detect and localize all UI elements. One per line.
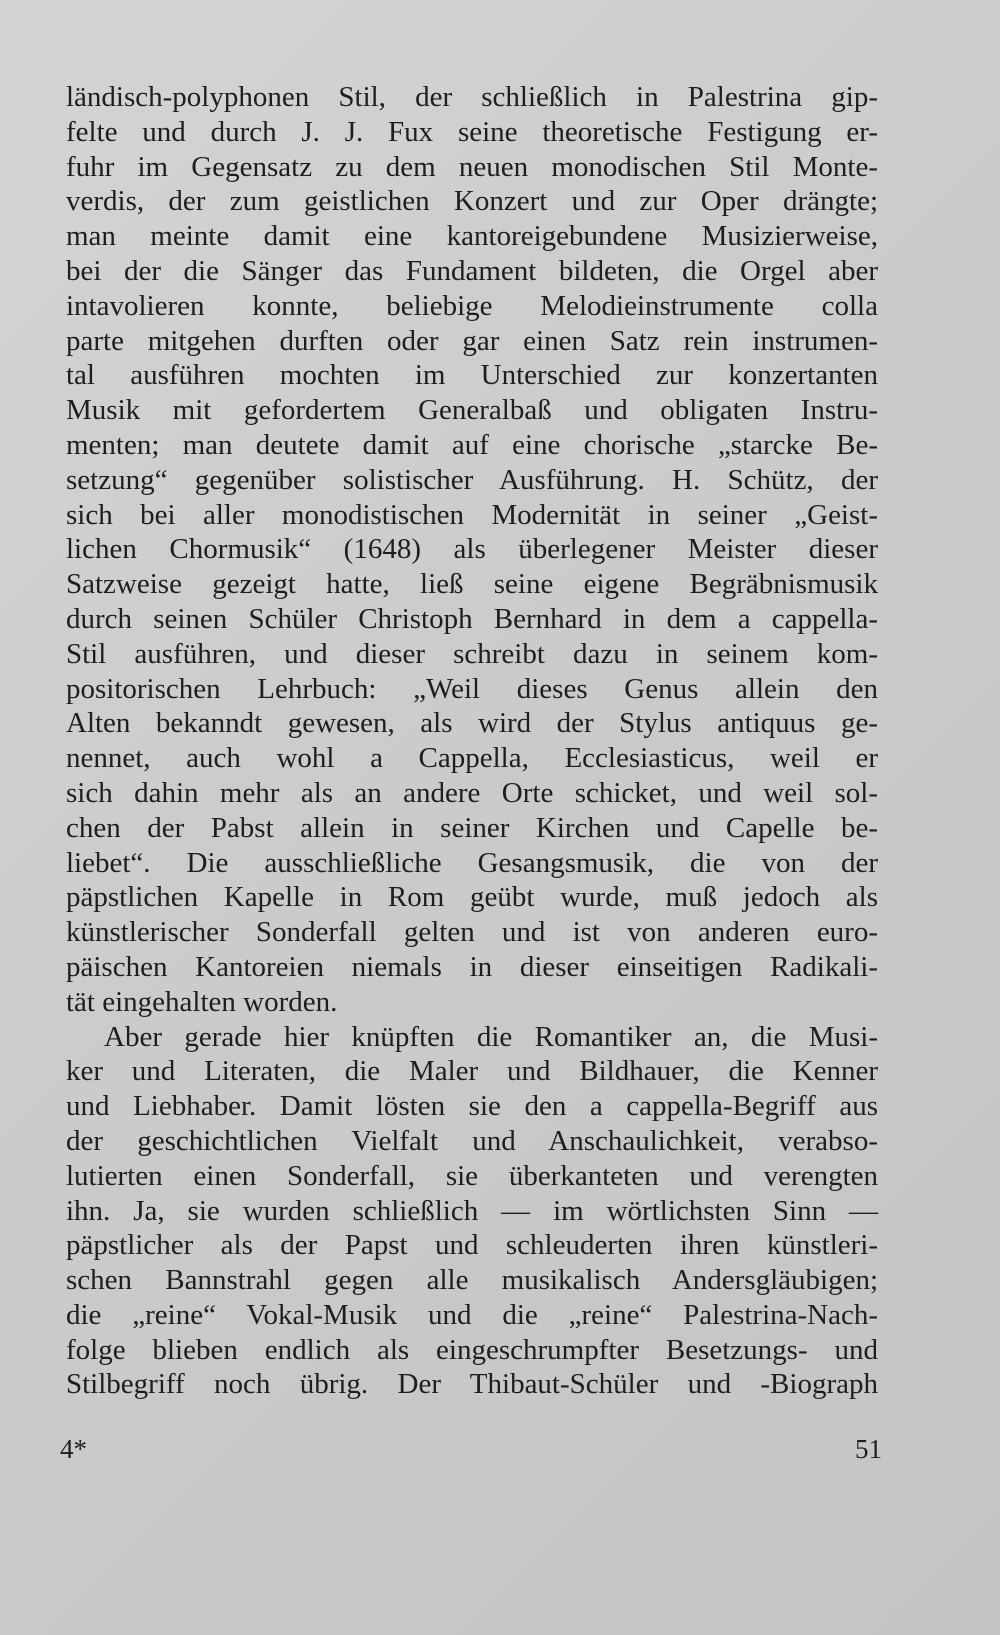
text-line: sich dahin mehr als an andere Orte schicket, und weil sol- — [66, 776, 878, 809]
text-line: liebet“. Die ausschließliche Gesangsmusik, die von der — [66, 846, 878, 879]
text-line: verdis, der zum geistlichen Konzert und zur Oper drängte; — [66, 185, 878, 218]
text-line: die „reine“ Vokal-Musik und die „reine“ Palestrina-Nach- — [66, 1298, 878, 1331]
text-line: setzung“ gegenüber solistischer Ausführung. H. Schütz, der — [66, 463, 878, 496]
text-line: der geschichtlichen Vielfalt und Anschaulichkeit, verabso- — [66, 1124, 878, 1157]
body-text — [66, 80, 878, 1402]
text-line: lichen Chormusik“ (1648) als überlegener Meister dieser — [66, 533, 878, 566]
text-line: bei der die Sänger das Fundament bildeten, die Orgel aber — [66, 254, 878, 287]
text-line: man meinte damit eine kantoreigebundene Musizierweise, — [66, 220, 878, 253]
text-line: parte mitgehen durften oder gar einen Satz rein instrumen- — [66, 324, 878, 357]
text-line: ländisch-polyphonen Stil, der schließlich in Palestrina gip- — [66, 81, 878, 113]
text-line: päischen Kantoreien niemals in dieser einseitigen Radikali- — [66, 950, 878, 983]
text-line: Stilbegriff noch übrig. Der Thibaut-Schüler und -Biograph — [66, 1368, 878, 1401]
text-line: Alten bekanndt gewesen, als wird der Stylus antiquus ge- — [66, 707, 878, 740]
text-line: päpstlicher als der Papst und schleuderten ihren künstleri- — [66, 1229, 878, 1262]
text-line: felte und durch J. J. Fux seine theoretische Festigung er- — [66, 115, 878, 148]
text-line: schen Bannstrahl gegen alle musikalisch Andersgläubigen; — [66, 1264, 878, 1297]
signature-mark: 4* — [60, 1434, 87, 1464]
text-line: lutierten einen Sonderfall, sie überkanteten und verengten — [66, 1159, 878, 1192]
text-line: ker und Literaten, die Maler und Bildhauer, die Kenner — [66, 1055, 878, 1088]
text-line: Stil ausführen, und dieser schreibt dazu in seinem kom- — [66, 637, 878, 670]
text-line: folge blieben endlich als eingeschrumpfter Besetzungs- und — [66, 1333, 878, 1366]
text-line: nennet, auch wohl a Cappella, Ecclesiasticus, weil er — [66, 742, 878, 775]
text-line: positorischen Lehrbuch: „Weil dieses Genus allein den — [66, 672, 878, 705]
text-line: sich bei aller monodistischen Modernität in seiner „Geist- — [66, 498, 878, 531]
page-footer — [60, 1434, 882, 1470]
text-line: menten; man deutete damit auf eine chorische „starcke Be- — [66, 428, 878, 461]
text-line: chen der Pabst allein in seiner Kirchen und Capelle be- — [66, 811, 878, 844]
text-line: intavolieren konnte, beliebige Melodieinstrumente colla — [66, 289, 878, 322]
text-line: und Liebhaber. Damit lösten sie den a cappella-Begriff aus — [66, 1090, 878, 1123]
paragraph-start-line: Aber gerade hier knüpften die Romantiker an, die Musi- — [104, 1020, 878, 1053]
text-line: tal ausführen mochten im Unterschied zur konzertanten — [66, 359, 878, 392]
text-line: künstlerischer Sonderfall gelten und ist von anderen euro- — [66, 916, 878, 949]
paragraph-end-line: tät eingehalten worden. — [66, 985, 338, 1018]
text-line: Musik mit gefordertem Generalbaß und obligaten Instru- — [66, 394, 878, 427]
page-number: 51 — [855, 1434, 882, 1464]
text-line: päpstlichen Kapelle in Rom geübt wurde, muß jedoch als — [66, 881, 878, 914]
text-line: durch seinen Schüler Christoph Bernhard in dem a cappella- — [66, 602, 878, 635]
text-line: fuhr im Gegensatz zu dem neuen monodischen Stil Monte- — [66, 150, 878, 183]
text-line: ihn. Ja, sie wurden schließlich — im wörtlichsten Sinn — — [66, 1194, 878, 1227]
text-line: Satzweise gezeigt hatte, ließ seine eigene Begräbnismusik — [66, 568, 878, 601]
